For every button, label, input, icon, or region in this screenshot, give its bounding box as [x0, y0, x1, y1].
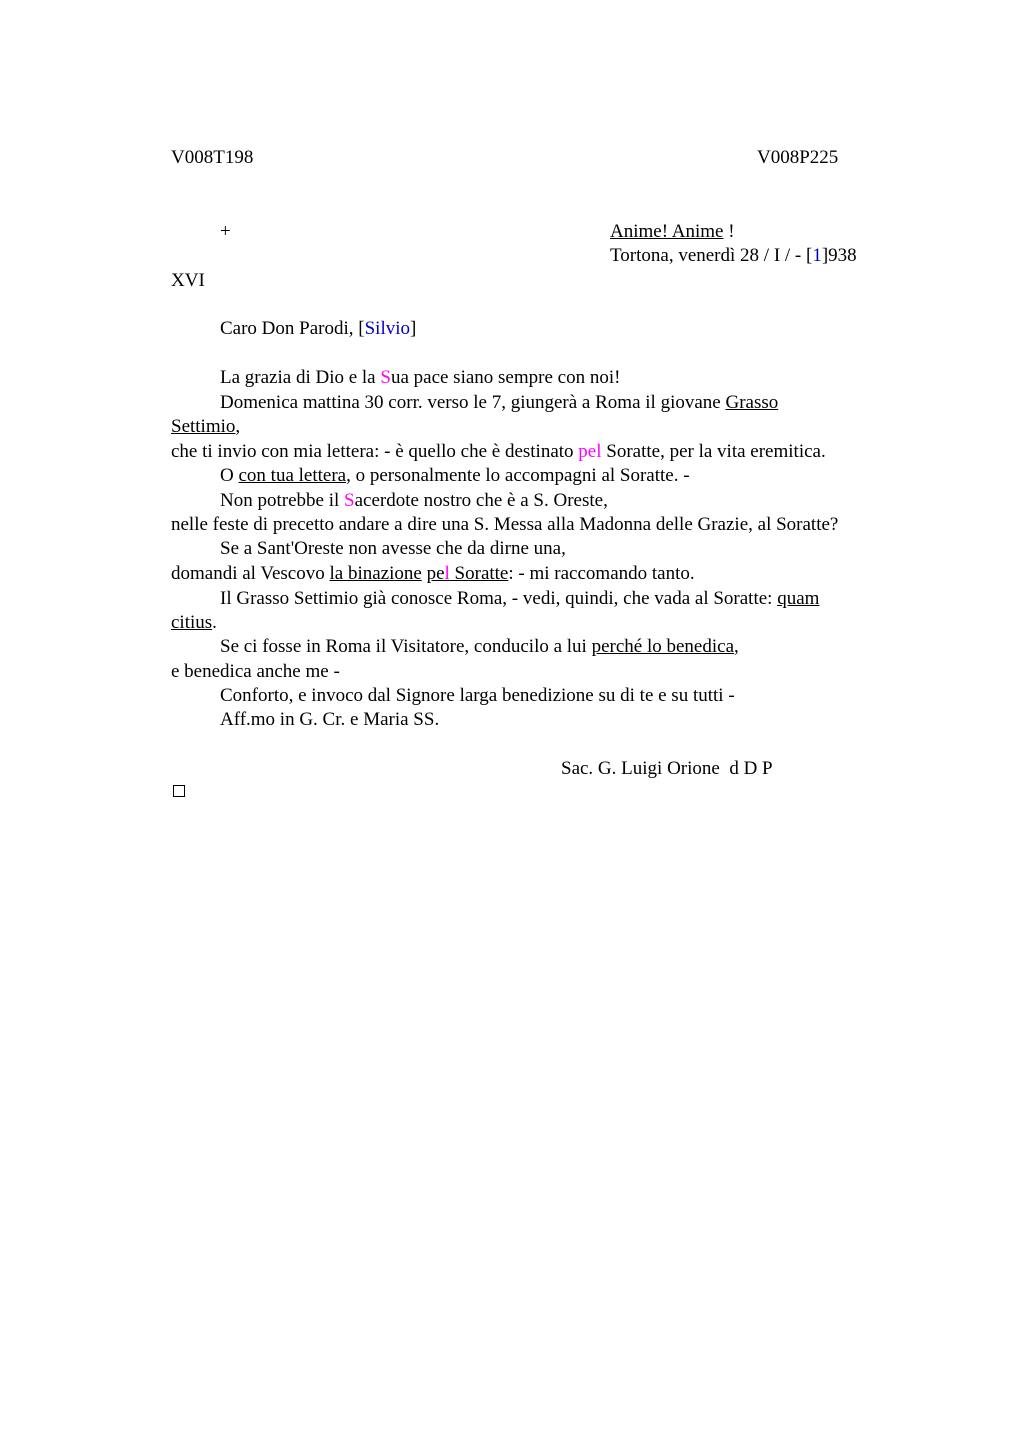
dateline-post: ]938	[821, 245, 857, 266]
text-run: .	[212, 612, 217, 633]
text-run: ua pace siano sempre con noi!	[390, 367, 621, 388]
body-line-7	[171, 513, 838, 537]
text-run: Il Grasso Settimio già conosce Roma, - vedi, quindi, che vada al Soratte:	[220, 588, 778, 609]
text-run-underlined: perché lo benedica	[591, 636, 735, 657]
salutation-post: ]	[410, 318, 417, 339]
volume-code-left: V008T198	[171, 147, 254, 168]
body-line-1	[220, 366, 620, 390]
text-run-underlined: citius	[171, 612, 213, 633]
motto	[610, 220, 735, 244]
motto-text: Anime! Anime	[610, 221, 724, 242]
text-run: Aff.mo in G. Cr. e Maria SS.	[220, 709, 440, 730]
text-run: Soratte, per la vita eremitica.	[601, 441, 826, 462]
text-run-magenta: pel	[578, 441, 602, 462]
cross-symbol: +	[220, 221, 231, 242]
body-line-15	[220, 708, 439, 732]
body-line-10	[220, 587, 819, 611]
text-run: Domenica mattina 30 corr. verso le 7, giungerà a Roma il giovane	[220, 392, 726, 413]
text-run: ,	[235, 416, 241, 437]
text-run: O	[220, 465, 239, 486]
text-run: Se a Sant'Oreste non avesse che da dirne una,	[220, 538, 566, 559]
body-line-8	[220, 537, 566, 561]
text-run-underlined: con tua lettera	[238, 465, 347, 486]
text-run: nelle feste di precetto andare a dire una S. Messa alla Madonna delle Grazie, al Soratte?	[171, 514, 839, 535]
salutation-pre: Caro Don Parodi, [	[220, 318, 365, 339]
text-run: e benedica anche me -	[171, 661, 340, 682]
text-run: pe	[426, 563, 445, 584]
text-run-underlined: quam	[777, 588, 820, 609]
text-run-underlined: la binazione	[329, 563, 422, 584]
text-run: Non potrebbe il	[220, 490, 345, 511]
signature: Sac. G. Luigi Orione d D P	[561, 758, 773, 779]
body-line-9	[171, 562, 695, 586]
square-box-icon	[173, 785, 185, 797]
dateline-pre: Tortona, venerdì 28 / I / - [	[610, 245, 813, 266]
text-run: ,	[734, 636, 739, 657]
text-run: , o personalmente lo accompagni al Soratte. -	[346, 465, 690, 486]
dateline	[610, 244, 857, 268]
text-run-underlined: Grasso	[725, 392, 779, 413]
text-run: Soratte	[449, 563, 509, 584]
body-line-13	[171, 660, 340, 684]
text-run: che ti invio con mia lettera: - è quello che è destinato	[171, 441, 579, 462]
text-run: domandi al Vescovo	[171, 563, 330, 584]
body-line-4	[171, 440, 826, 464]
body-line-11	[171, 611, 217, 635]
dateline-digit: 1	[812, 245, 822, 266]
text-run: : - mi raccomando tanto.	[508, 563, 695, 584]
text-run: La grazia di Dio e la	[220, 367, 381, 388]
text-run: Conforto, e invoco dal Signore larga benedizione su di te e su tutti -	[220, 685, 735, 706]
text-run: Se ci fosse in Roma il Visitatore, conducilo a lui	[220, 636, 592, 657]
text-run-underlined: Settimio	[171, 416, 236, 437]
body-line-14	[220, 684, 735, 708]
body-line-3	[171, 415, 240, 439]
underlined-group	[427, 563, 509, 584]
motto-tail: !	[723, 221, 735, 242]
text-run: acerdote nostro che è a S. Oreste,	[354, 490, 608, 511]
roman-numeral: XVI	[171, 270, 205, 291]
body-line-2	[220, 391, 778, 415]
body-line-5	[220, 464, 690, 488]
text-run-magenta: l	[444, 563, 450, 584]
salutation	[220, 317, 416, 341]
text-run-magenta: S	[380, 367, 391, 388]
body-line-12	[220, 635, 739, 659]
volume-code-right: V008P225	[757, 147, 839, 168]
salutation-name: Silvio	[364, 318, 410, 339]
text-run-magenta: S	[344, 490, 355, 511]
body-line-6	[220, 489, 608, 513]
